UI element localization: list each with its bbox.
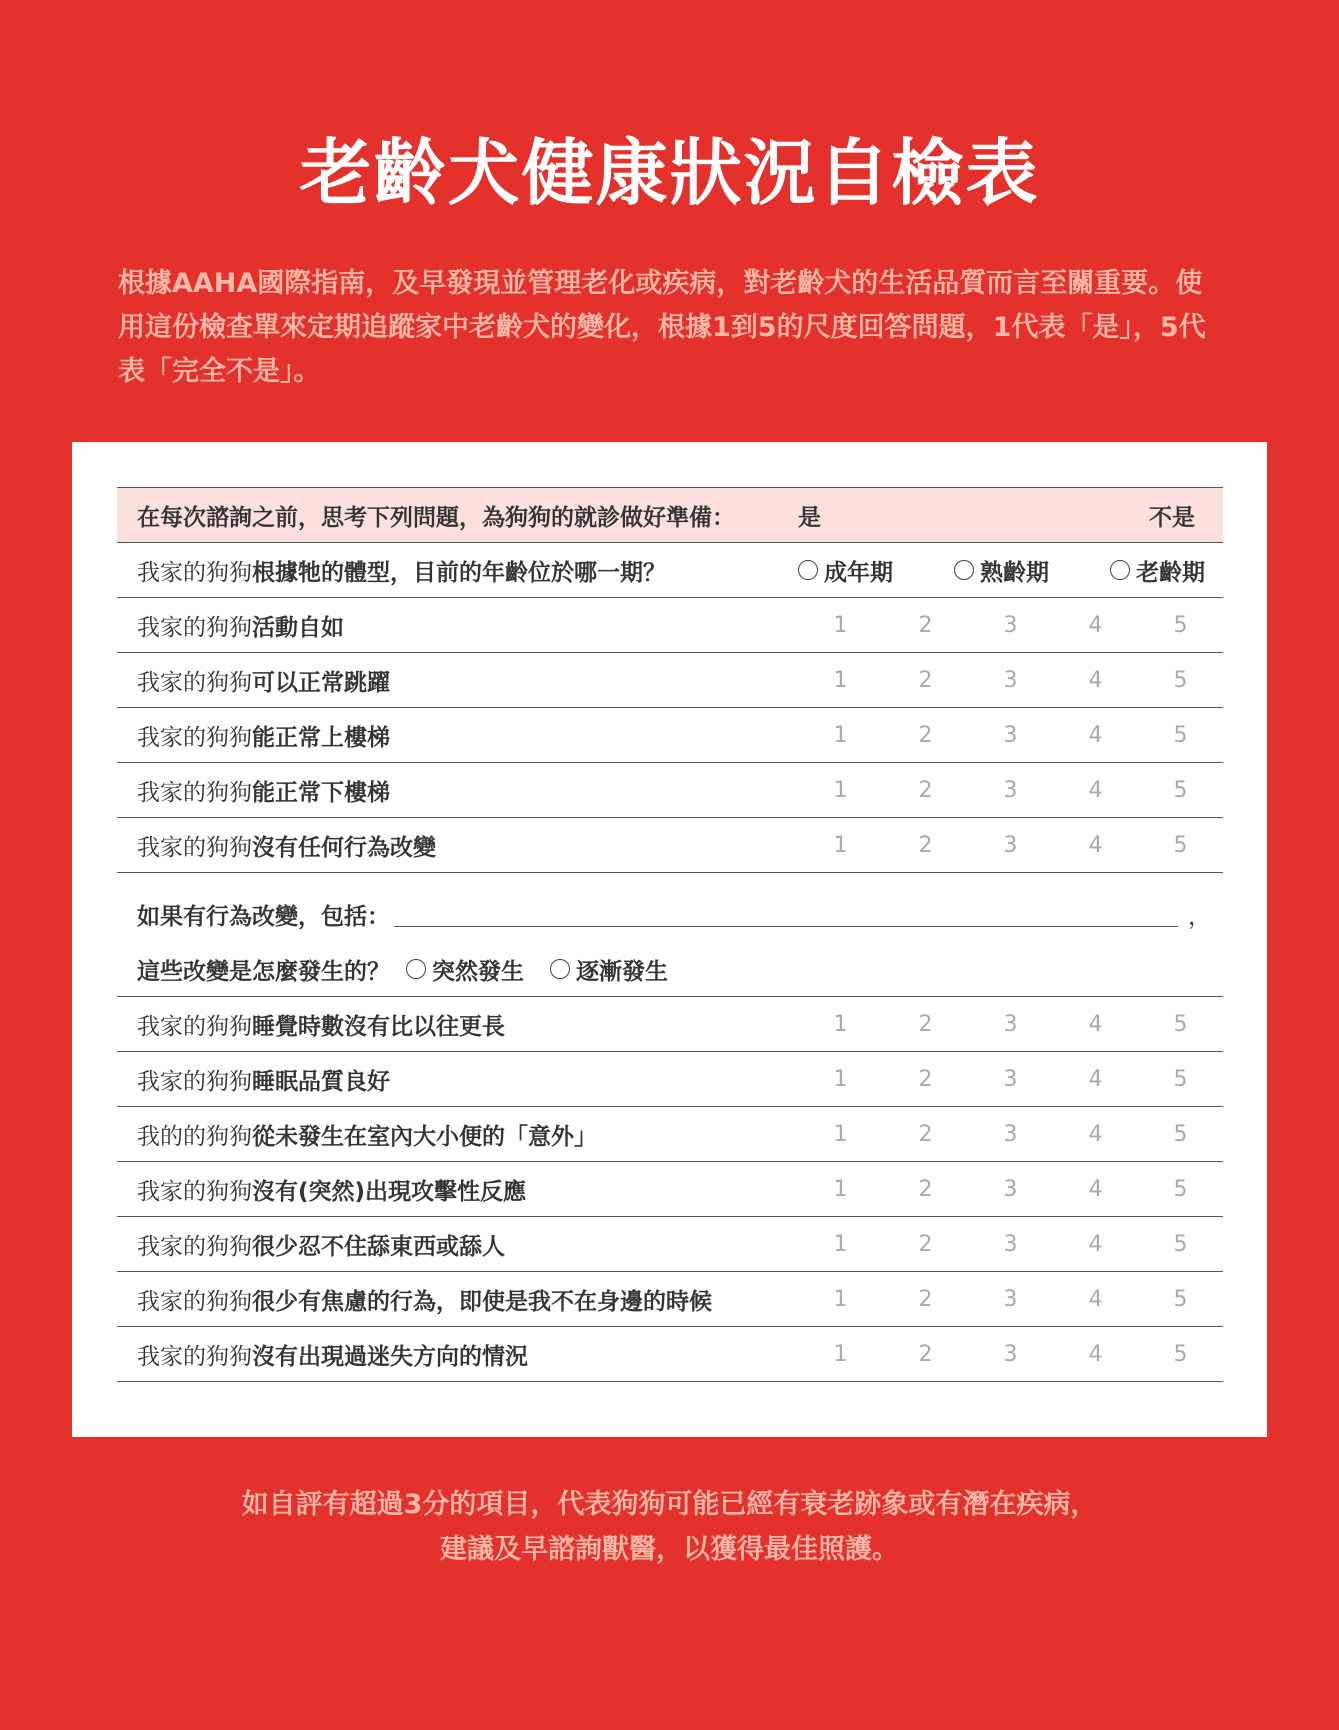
age-question-row [117,543,1223,598]
scale-option-2[interactable]: 2 [918,1011,933,1037]
table-row [117,1107,1223,1162]
scale-option-4[interactable]: 4 [1088,1286,1103,1312]
question-prefix: 我家的狗狗 [137,779,252,806]
question-prefix: 我家的狗狗 [137,669,252,696]
scale-option-3[interactable]: 3 [1003,777,1018,803]
question-text: 活動自如 [252,614,344,641]
option-mature[interactable]: 熟齡期 [954,554,1049,587]
scale-option-2[interactable]: 2 [918,1066,933,1092]
question-text: 可以正常跳躍 [252,669,390,696]
scale-option-5[interactable]: 5 [1173,1286,1188,1312]
scale-option-2[interactable]: 2 [918,1341,933,1367]
scale-option-3[interactable]: 3 [1003,1176,1018,1202]
change-onset-label: 這些改變是怎麼發生的？ [137,958,390,985]
scale-option-4[interactable]: 4 [1088,1231,1103,1257]
scale-option-2[interactable]: 2 [918,722,933,748]
scale-option-1[interactable]: 1 [833,612,848,638]
scale-option-3[interactable]: 3 [1003,1231,1018,1257]
scale-option-4[interactable]: 4 [1088,722,1103,748]
header-question: 在每次諮詢之前，思考下列問題，為狗狗的就診做好準備： [137,504,735,531]
option-sudden[interactable]: 突然發生 [406,953,524,986]
scale-option-4[interactable]: 4 [1088,667,1103,693]
table-row [117,997,1223,1052]
question-prefix: 我家的狗狗 [137,1233,252,1260]
radio-icon[interactable] [798,560,818,580]
scale-option-4[interactable]: 4 [1088,832,1103,858]
scale-option-3[interactable]: 3 [1003,1121,1018,1147]
scale-option-1[interactable]: 1 [833,1231,848,1257]
option-adult[interactable]: 成年期 [798,554,893,587]
question-text: 沒有任何行為改變 [252,834,436,861]
scale-option-4[interactable]: 4 [1088,1341,1103,1367]
option-senior[interactable]: 老齡期 [1110,554,1205,587]
question-text: 根據牠的體型，目前的年齡位於哪一期？ [252,559,666,586]
question-prefix: 我家的狗狗 [137,724,252,751]
footer-note [0,1482,1339,1572]
checklist-card [72,442,1267,1437]
scale-option-5[interactable]: 5 [1173,1341,1188,1367]
scale-option-2[interactable]: 2 [918,612,933,638]
scale-option-5[interactable]: 5 [1173,1121,1188,1147]
behavior-change-input[interactable] [394,902,1178,927]
change-onset-row [117,942,1223,997]
scale-option-1[interactable]: 1 [833,722,848,748]
footer-line-1: 如自評有超過3分的項目，代表狗狗可能已經有衰老跡象或有潛在疾病， [241,1489,1098,1520]
scale-option-5[interactable]: 5 [1173,1066,1188,1092]
scale-option-2[interactable]: 2 [918,1176,933,1202]
scale-option-5[interactable]: 5 [1173,832,1188,858]
scale-option-2[interactable]: 2 [918,1121,933,1147]
question-text: 從未發生在室內大小便的「意外」 [252,1123,597,1150]
radio-icon[interactable] [954,560,974,580]
scale-option-1[interactable]: 1 [833,777,848,803]
question-prefix: 我家的狗狗 [137,1013,252,1040]
scale-option-4[interactable]: 4 [1088,612,1103,638]
page-title: 老齡犬健康狀況自檢表 [299,131,1040,215]
question-prefix: 我家的狗狗 [137,834,252,861]
question-prefix: 我家的狗狗 [137,614,252,641]
table-row [117,1217,1223,1272]
scale-option-3[interactable]: 3 [1003,1011,1018,1037]
question-text: 沒有出現過迷失方向的情況 [252,1343,528,1370]
radio-icon[interactable] [1110,560,1130,580]
scale-option-1[interactable]: 1 [833,667,848,693]
header-no: 不是 [1149,504,1195,531]
scale-option-3[interactable]: 3 [1003,832,1018,858]
scale-option-5[interactable]: 5 [1173,722,1188,748]
scale-option-3[interactable]: 3 [1003,1286,1018,1312]
scale-option-1[interactable]: 1 [833,1011,848,1037]
question-prefix: 我家的狗狗 [137,559,252,586]
scale-option-2[interactable]: 2 [918,832,933,858]
scale-option-1[interactable]: 1 [833,832,848,858]
scale-option-2[interactable]: 2 [918,777,933,803]
option-gradual[interactable]: 逐漸發生 [550,953,668,986]
table-row [117,653,1223,708]
scale-option-1[interactable]: 1 [833,1286,848,1312]
scale-option-4[interactable]: 4 [1088,1176,1103,1202]
scale-option-5[interactable]: 5 [1173,777,1188,803]
question-prefix: 我家的狗狗 [137,1068,252,1095]
header-yes: 是 [798,504,821,531]
question-prefix: 我的的狗狗 [137,1123,252,1150]
behavior-change-label: 如果有行為改變，包括： [137,904,390,930]
question-text: 沒有(突然)出現攻擊性反應 [252,1178,527,1205]
question-text: 很少忍不住舔東西或舔人 [252,1233,505,1260]
scale-option-3[interactable]: 3 [1003,1341,1018,1367]
question-text: 睡覺時數沒有比以往更長 [252,1013,505,1040]
footer-line-2: 建議及早諮詢獸醫，以獲得最佳照護。 [440,1534,899,1565]
scale-option-5[interactable]: 5 [1173,1011,1188,1037]
scale-option-5[interactable]: 5 [1173,1176,1188,1202]
scale-option-4[interactable]: 4 [1088,1066,1103,1092]
scale-option-2[interactable]: 2 [918,667,933,693]
table-row [117,763,1223,818]
question-text: 能正常下樓梯 [252,779,390,806]
scale-option-2[interactable]: 2 [918,1286,933,1312]
radio-icon[interactable] [550,959,570,979]
question-text: 睡眠品質良好 [252,1068,390,1095]
checklist-table [117,487,1223,1382]
table-row [117,1162,1223,1217]
scale-option-1[interactable]: 1 [833,1121,848,1147]
scale-option-3[interactable]: 3 [1003,1066,1018,1092]
scale-option-2[interactable]: 2 [918,1231,933,1257]
scale-option-4[interactable]: 4 [1088,777,1103,803]
scale-option-5[interactable]: 5 [1173,667,1188,693]
scale-option-3[interactable]: 3 [1003,612,1018,638]
table-row [117,1272,1223,1327]
scale-option-1[interactable]: 1 [833,1066,848,1092]
radio-icon[interactable] [406,959,426,979]
scale-option-3[interactable]: 3 [1003,722,1018,748]
scale-option-5[interactable]: 5 [1173,612,1188,638]
behavior-change-row: 如果有行為改變，包括： ， [117,887,1223,942]
table-row [117,598,1223,653]
table-row [117,1327,1223,1382]
table-row [117,708,1223,763]
scale-option-1[interactable]: 1 [833,1176,848,1202]
scale-option-3[interactable]: 3 [1003,667,1018,693]
intro-text: 根據AAHA國際指南，及早發現並管理老化或疾病，對老齡犬的生活品質而言至關重要。使用這份檢查單來定期追蹤家中老齡犬的變化，根據1到5的尺度回答問題，1代表「是」，5代表「完全不是」。 [118,268,1206,387]
question-text: 很少有焦慮的行為，即使是我不在身邊的時候 [252,1288,712,1315]
table-row [117,818,1223,873]
scale-option-5[interactable]: 5 [1173,1231,1188,1257]
question-prefix: 我家的狗狗 [137,1178,252,1205]
scale-option-4[interactable]: 4 [1088,1011,1103,1037]
table-row [117,1052,1223,1107]
question-prefix: 我家的狗狗 [137,1288,252,1315]
table-header [117,487,1223,543]
scale-option-4[interactable]: 4 [1088,1121,1103,1147]
scale-option-1[interactable]: 1 [833,1341,848,1367]
question-prefix: 我家的狗狗 [137,1343,252,1370]
question-text: 能正常上樓梯 [252,724,390,751]
